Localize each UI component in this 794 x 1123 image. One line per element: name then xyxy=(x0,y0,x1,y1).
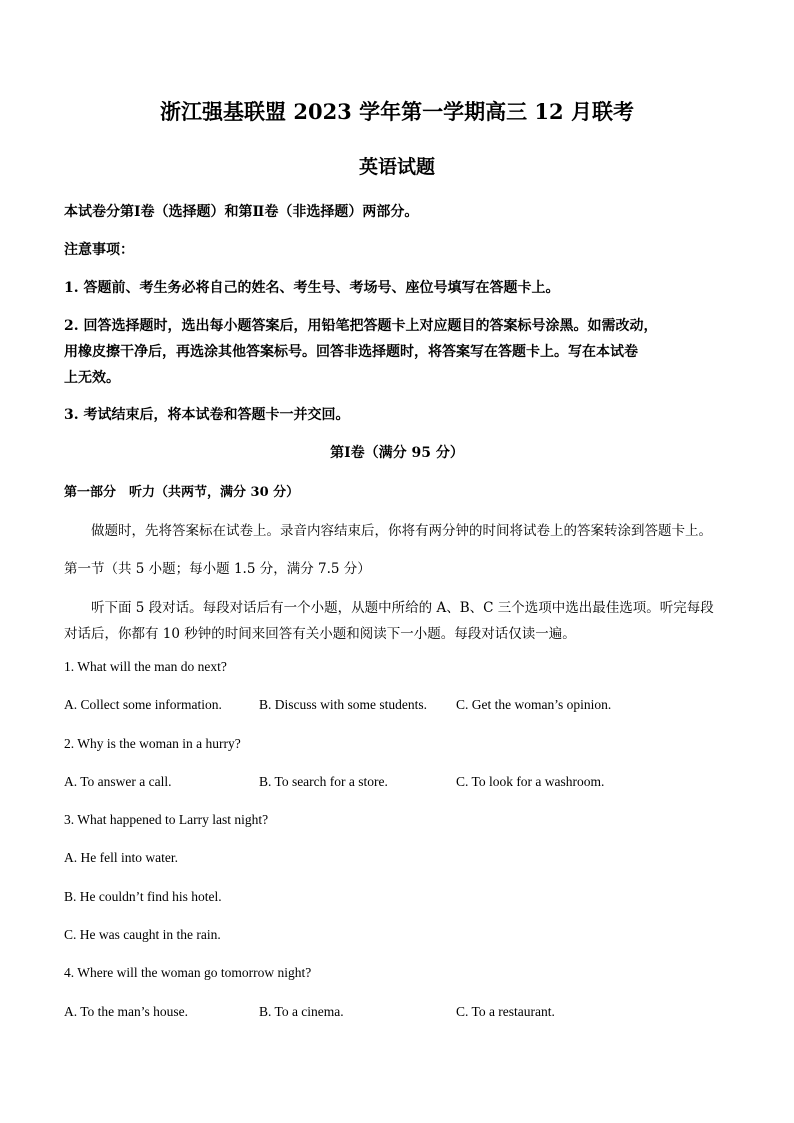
question-2-option-a: A. To answer a call. xyxy=(64,774,172,789)
note-2-line-2: 用橡皮擦干净后，再选涂其他答案标号。回答非选择题时，将答案写在答题卡上。写在本试卷 xyxy=(64,344,638,360)
question-1-option-b: B. Discuss with some students. xyxy=(259,697,428,712)
question-1-option-a: A. Collect some information. xyxy=(64,697,222,712)
section-1-instruction-line-1: 听下面 5 段对话。每段对话后有一个小题，从题中所给的 A、B、C 三个选项中选出最佳选项。听完每段 xyxy=(91,600,714,616)
notes-heading: 注意事项： xyxy=(64,242,134,258)
question-1-stem: 1. What will the man do next? xyxy=(64,659,227,674)
question-4-option-a: A. To the man’s house. xyxy=(64,1004,189,1019)
section-1-heading: 第一节（共 5 小题；每小题 1.5 分，满分 7.5 分） xyxy=(64,561,371,577)
section-1-instruction-line-2: 对话后，你都有 10 秒钟的时间来回答有关小题和阅读下一小题。每段对话仅读一遍。 xyxy=(64,626,576,642)
note-1: 1. 答题前、考生务必将自己的姓名、考生号、考场号、座位号填写在答题卡上。 xyxy=(64,280,560,296)
part-1-heading: 第一部分 听力（共两节，满分 30 分） xyxy=(64,485,300,500)
exam-subtitle: 英语试题 xyxy=(358,156,435,178)
question-2-option-c: C. To look for a washroom. xyxy=(456,774,605,789)
volume-1-heading: 第Ⅰ卷（满分 95 分） xyxy=(330,445,464,461)
note-2-line-3: 上无效。 xyxy=(64,370,120,386)
exam-title: 浙江强基联盟 2023 学年第一学期高三 12 月联考 xyxy=(160,99,634,124)
paper-composition: 本试卷分第Ⅰ卷（选择题）和第Ⅱ卷（非选择题）两部分。 xyxy=(64,204,419,220)
question-4-option-b: B. To a cinema. xyxy=(259,1004,344,1019)
question-3-option-b: B. He couldn’t find his hotel. xyxy=(64,889,222,904)
question-2-stem: 2. Why is the woman in a hurry? xyxy=(64,736,241,751)
question-1-option-c: C. Get the woman’s opinion. xyxy=(456,697,612,712)
question-4-option-c: C. To a restaurant. xyxy=(456,1004,555,1019)
note-3: 3. 考试结束后，将本试卷和答题卡一并交回。 xyxy=(64,407,350,423)
note-2-line-1: 2. 回答选择题时，选出每小题答案后，用铅笔把答题卡上对应题目的答案标号涂黑。如需改动， xyxy=(64,318,658,334)
question-4-stem: 4. Where will the woman go tomorrow night? xyxy=(64,965,312,980)
question-3-option-a: A. He fell into water. xyxy=(64,850,178,865)
question-3-stem: 3. What happened to Larry last night? xyxy=(64,812,269,827)
part-1-instruction: 做题时，先将答案标在试卷上。录音内容结束后，你将有两分钟的时间将试卷上的答案转涂到答题卡上。 xyxy=(91,523,712,539)
question-3-option-c: C. He was caught in the rain. xyxy=(64,927,221,942)
question-2-option-b: B. To search for a store. xyxy=(259,774,388,789)
